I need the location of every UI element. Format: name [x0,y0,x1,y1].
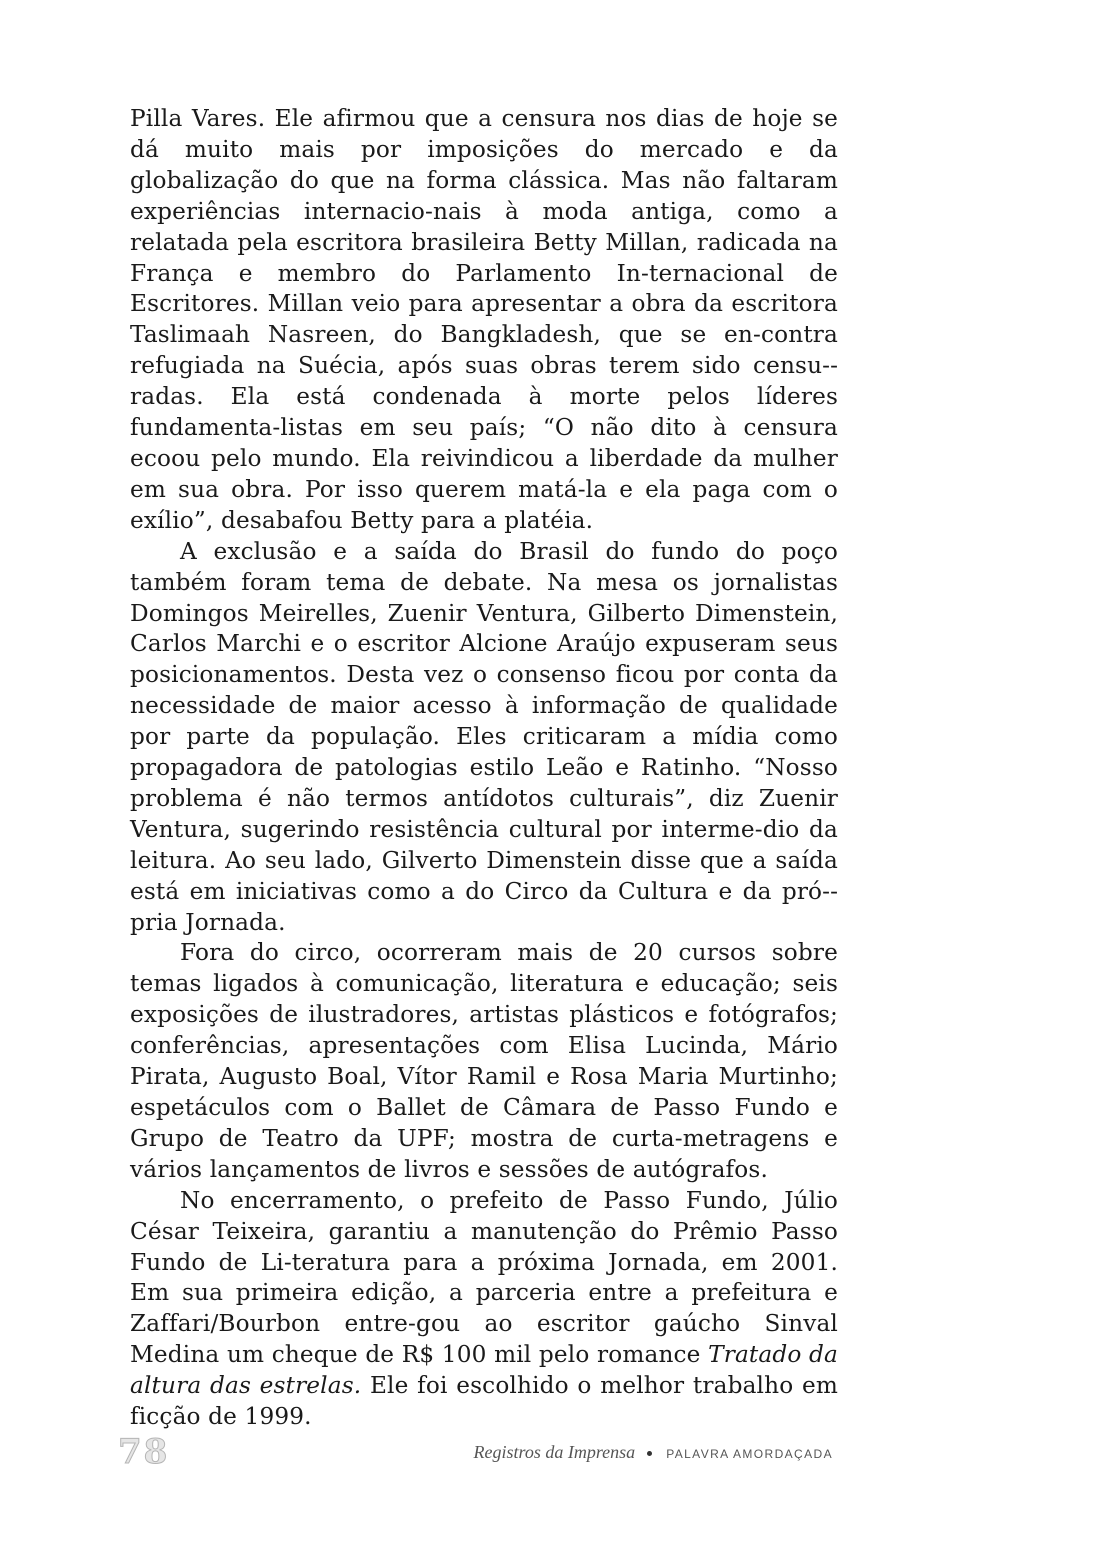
book-title: Registros da Imprensa [473,1442,636,1462]
paragraph-1: Pilla Vares. Ele afirmou que a censura nos dias de hoje se dá muito mais por imposições do mercado e da globalização do que na forma clássica. Mas não faltaram experiências internacio-nais à moda antiga, como a relatada pela escritora brasileira Betty Millan, radicada na França e membro do Parlamento In-ternacional de Escritores. Millan veio para apresentar a obra da escritora Taslimaah Nasreen, do Bangkladesh, que se en-contra refugiada na Suécia, após suas obras terem sido censu-radas. Ela está condenada à morte pelos líderes fundamenta-listas em seu país; “O não dito à censura ecoou pelo mundo. Ela reivindicou a liberdade da mulher em sua obra. Por isso querem matá-la e ela paga com o exílio”, desabafou Betty para a platéia. [130,105,838,534]
paragraph-4 [130,1186,838,1433]
paragraph-4-text-start: No encerramento, o prefeito de Passo Fundo, Júlio César Teixeira, garantiu a manutenção do Prêmio Passo Fundo de Li-teratura para a próxima Jornada, em 2001. Em sua primeira edição, a parceria entre a prefeitura e Zaffari/Bourbon entre-gou ao escritor gaúcho Sinval Medina um cheque de R$ 100 mil pelo romance [130,1186,838,1369]
section-name: PALAVRA AMORDAÇADA [666,1447,833,1461]
page-footer [118,1432,833,1472]
paragraph-4-text-end: Ele foi escolhido o melhor trabalho em ficção de 1999. [130,1372,838,1431]
bullet-separator-icon [647,1451,652,1456]
running-head [474,1440,833,1466]
page-body [130,104,838,1433]
paragraph-2: A exclusão e a saída do Brasil do fundo do poço também foram tema de debate. Na mesa os jornalistas Domingos Meirelles, Zuenir Ventura, Gilberto Dimenstein, Carlos Marchi e o escritor Alcione Araújo expuseram seus posicionamentos. Desta vez o consenso ficou por conta da necessidade de maior acesso à informação de qualidade por parte da população. Eles criticaram a mídia como propagadora de patologias estilo Leão e Ratinho. “Nosso problema é não termos antídotos culturais”, diz Zuenir Ventura, sugerindo resistência cultural por interme-dio da leitura. Ao seu lado, Gilverto Dimenstein disse que a saída está em iniciativas como a do Circo da Cultura e da pró-pria Jornada. [130,537,838,936]
paragraph-3: Fora do circo, ocorreram mais de 20 cursos sobre temas ligados à comunicação, literatura e educação; seis exposições de ilustradores, artistas plásticos e fotógrafos; conferências, apresentações com Elisa Lucinda, Mário Pirata, Augusto Boal, Vítor Ramil e Rosa Maria Murtinho; espetáculos com o Ballet de Câmara de Passo Fundo e Grupo de Teatro da UPF; mostra de curta-metragens e vários lançamentos de livros e sessões de autógrafos. [130,939,838,1183]
novel-title: Tratado da altura das estrelas. [130,1341,839,1400]
page-number: 78 [118,1432,170,1472]
